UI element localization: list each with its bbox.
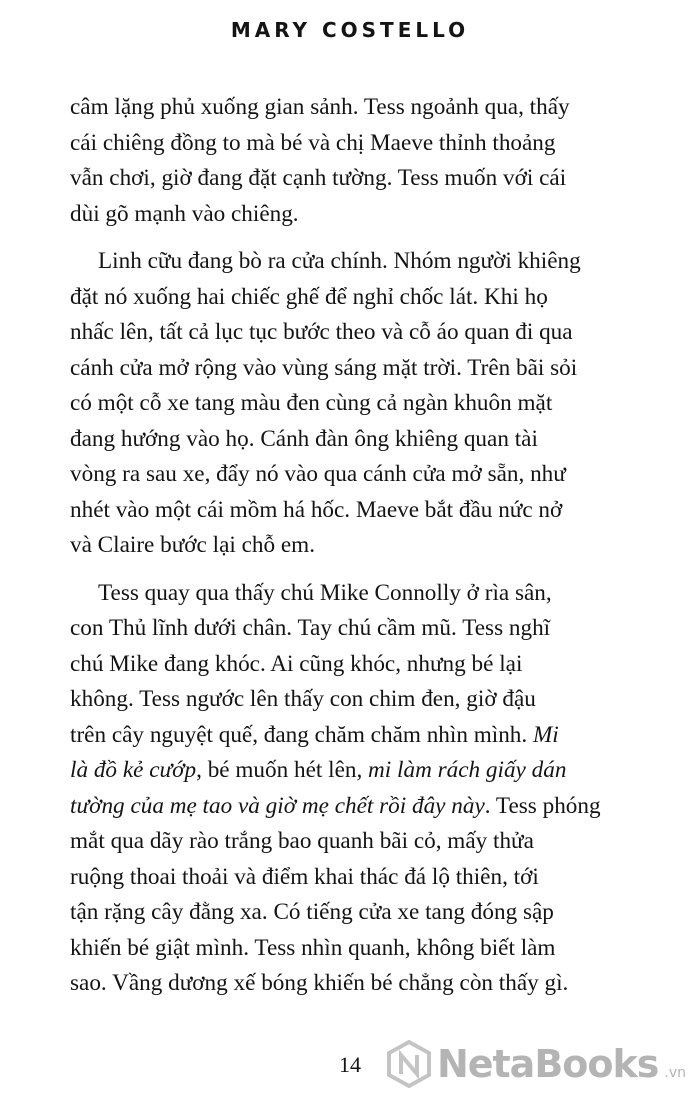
text-segment: có một cỗ xe tang màu đen cùng cả ngàn khuôn mặt [70,390,553,416]
text-line [70,280,638,316]
watermark-suffix: .vn [664,1065,686,1081]
text-segment: Linh cữu đang bò ra cửa chính. Nhóm người khiêng [98,248,581,274]
text-line [70,718,638,754]
running-header: MARY COSTELLO [230,18,470,42]
body-text [70,90,638,1014]
paragraph [70,90,638,232]
text-line [70,753,638,789]
text-segment: vòng ra sau xe, đẩy nó vào qua cánh cửa mở sẵn, như [70,461,566,487]
text-line [70,126,638,162]
text-segment: chú Mike đang khóc. Ai cũng khóc, nhưng bé lại [70,650,523,677]
text-line [70,90,638,126]
text-segment: cái chiêng đồng to mà bé và chị Maeve thỉnh thoảng [70,129,556,156]
text-line [70,244,638,280]
text-segment: khiến bé giật mình. Tess nhìn quanh, không biết làm [70,934,556,961]
text-line [70,315,638,351]
text-segment: , bé muốn hét lên [196,757,357,783]
text-line [70,351,638,387]
text-segment: . Tess phóng [484,792,601,819]
text-line [70,528,638,564]
text-segment: và Claire bước lại chỗ em. [70,532,316,558]
text-segment: sao. Vầng dương xế bóng khiến bé chẳng còn thấy gì. [70,970,569,996]
text-segment: tận rặng cây đằng xa. Có tiếng cửa xe tang đóng sập [70,899,554,925]
text-segment: vẫn chơi, giờ đang đặt cạnh tường. Tess muốn với cái [70,165,567,191]
italic-text-segment: là đồ kẻ cướp [70,757,197,783]
text-line [70,860,638,896]
text-segment: câm lặng phủ xuống gian sảnh. Tess ngoảnh qua, thấy [70,94,570,120]
page-number: 14 [339,1052,361,1077]
italic-text-segment: , mi làm rách giấy dán [356,757,567,783]
text-segment: đặt nó xuống hai chiếc ghế để nghỉ chốc lát. Khi họ [70,283,548,310]
text-line [70,611,638,647]
text-segment: không. Tess ngước lên thấy con chim đen, giờ đậu [70,686,536,712]
text-segment: cánh cửa mở rộng vào vùng sáng mặt trời. Trên bãi sỏi [70,354,578,381]
paragraph [70,244,638,564]
text-line [70,966,638,1002]
text-segment: trên cây nguyệt quế, đang chăm chăm nhìn mình. [70,721,533,748]
text-line [70,824,638,860]
watermark-brand: NetaBooks [436,1042,659,1086]
text-line [70,161,638,197]
text-segment: Tess quay qua thấy chú Mike Connolly ở rìa sân, [98,579,552,606]
text-line [70,931,638,967]
text-segment: ruộng thoai thoải và điểm khai thác đá lộ thiên, tới [70,863,539,890]
text-line [70,895,638,931]
netabooks-logo-icon [387,1040,431,1088]
text-segment: nhấc lên, tất cả lục tục bước theo và cỗ áo quan đi qua [70,319,573,345]
text-segment: dùi gõ mạnh vào chiêng. [70,200,299,227]
text-segment: con Thủ lĩnh dưới chân. Tay chú cầm mũ. Tess nghĩ [70,615,551,641]
text-line [70,576,638,612]
text-line [70,197,638,233]
italic-text-segment: Mi [532,721,559,748]
paragraph [70,576,638,1002]
text-segment: mắt qua dãy rào trắng bao quanh bãi cỏ, mấy thửa [70,828,534,854]
text-segment: nhét vào một cái mồm há hốc. Maeve bắt đầu nức nở [70,496,563,523]
text-line [70,493,638,529]
text-segment: đang hướng vào họ. Cánh đàn ông khiêng quan tài [70,425,538,452]
text-line [70,647,638,683]
text-line [70,789,638,825]
text-line [70,457,638,493]
text-line [70,682,638,718]
italic-text-segment: tường của mẹ tao và giờ mẹ chết rồi đây này [70,792,485,819]
text-line [70,386,638,422]
watermark [387,1040,686,1088]
text-line [70,422,638,458]
